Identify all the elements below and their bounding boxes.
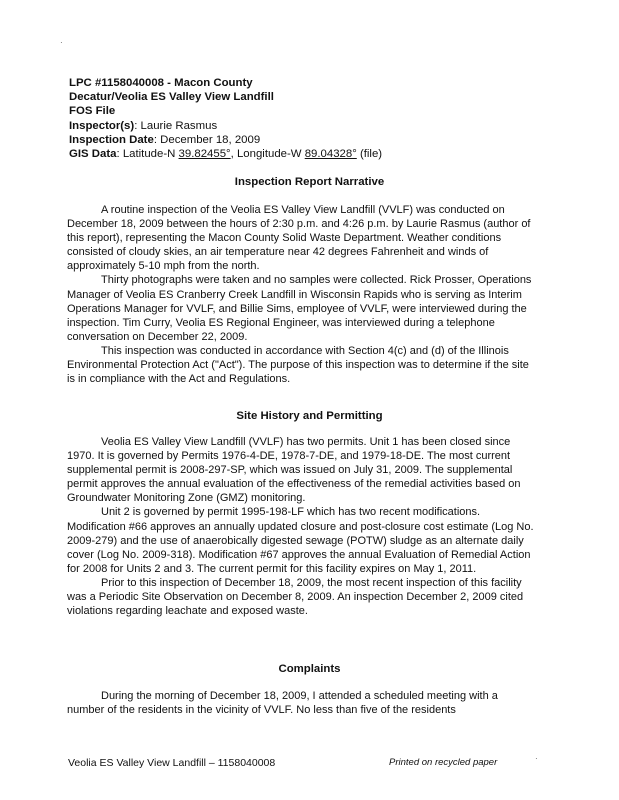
- narrative-paragraph: This inspection was conducted in accordance with Section 4(c) and (d) of the Illinois Environmental Protection Act ("Act"). The purpose of this inspection was to determine if the site is in compliance with the Act and Regulations.: [67, 344, 529, 386]
- header-gis-line: [69, 147, 569, 161]
- history-paragraph: Veolia ES Valley View Landfill (VVLF) has two permits. Unit 1 has been closed since 1970. It is governed by Permits 1976-4-DE, 1978-7-DE, and 1979-18-DE. The most current supplemental permit is 2008-297-SP, which was issued on July 31, 2009. The supplemental permit approves the annual evaluation of the effectiveness of the remedial activities based on Groundwater Monitoring Zone (GMZ) monitoring.: [67, 436, 521, 505]
- history-paragraph: Prior to this inspection of December 18, 2009, the most recent inspection of this facility was a Periodic Site Observation on December 8, 2009. An inspection December 2, 2009 cited violations regarding leachate and exposed waste.: [67, 576, 524, 618]
- footer-facility: Veolia ES Valley View Landfill – 1158040008: [68, 757, 276, 769]
- narrative-title: Inspection Report Narrative: [234, 176, 385, 188]
- history-body: [67, 435, 537, 618]
- history-paragraph: Unit 2 is governed by permit 1995-198-LF which has two recent modifications. Modification #66 approves an annually updated closure and post-closure cost estimate (Log No. 2009-279) and the use of anaerobically digested sewage (POTW) sludge as an alternate daily cover (Log No. 2009-318). Modification #67 approves the annual Evaluation of Remedial Action for 2008 for Units 2 and 3. The current permit for this facility expires on May 1, 2011.: [67, 506, 534, 575]
- header-facility-line: Decatur/Veolia ES Valley View Landfill: [69, 91, 274, 104]
- scan-mark: ·: [535, 754, 538, 763]
- scan-mark: ·: [60, 38, 63, 47]
- inspection-date-value: : December 18, 2009: [153, 133, 261, 146]
- report-header: [69, 76, 569, 161]
- header-date-line: [69, 133, 569, 147]
- complaints-body: [67, 689, 537, 717]
- narrative-body: [67, 203, 537, 386]
- gis-prefix: : Latitude-N: [116, 148, 179, 161]
- gis-latitude: 39.82455°: [178, 148, 231, 161]
- inspector-label: Inspector(s): [69, 119, 135, 132]
- footer-recycled-note: Printed on recycled paper: [389, 757, 498, 768]
- narrative-paragraph: A routine inspection of the Veolia ES Valley View Landfill (VVLF) was conducted on December 18, 2009 between the hours of 2:30 p.m. and 4:26 p.m. by Laurie Rasmus (author of this report), representing the Macon County Solid Waste Department. Weather conditions consisted of cloudy skies, an air temperature near 42 degrees Fahrenheit and winds of approximately 5-10 mph from the north.: [67, 204, 531, 273]
- gis-label: GIS Data: [69, 148, 117, 161]
- header-lpc-line: LPC #1158040008 - Macon County: [69, 77, 253, 89]
- gis-longitude: 89.04328°: [304, 148, 357, 161]
- header-file-line: FOS File: [69, 105, 116, 118]
- gis-suffix: (file): [356, 148, 383, 161]
- inspection-date-label: Inspection Date: [69, 133, 154, 146]
- narrative-paragraph: Thirty photographs were taken and no samples were collected. Rick Prosser, Operations Manager of Veolia ES Cranberry Creek Landfill in Wisconsin Rapids who is serving as Interim Operations Manager for VVLF, and Billie Sims, employee of VVLF, were interviewed during the inspection. Tim Curry, Veolia ES Regional Engineer, was interviewed during a telephone conversation on December 22, 2009.: [67, 274, 532, 343]
- gis-mid: , Longitude-W: [230, 148, 305, 161]
- history-title: Site History and Permitting: [236, 410, 383, 422]
- complaints-paragraph: During the morning of December 18, 2009, I attended a scheduled meeting with a number of the residents in the vicinity of VVLF. No less than five of the residents: [67, 690, 498, 717]
- header-inspector-line: [69, 119, 569, 133]
- inspector-value: : Laurie Rasmus: [134, 119, 218, 132]
- complaints-title: Complaints: [278, 663, 341, 675]
